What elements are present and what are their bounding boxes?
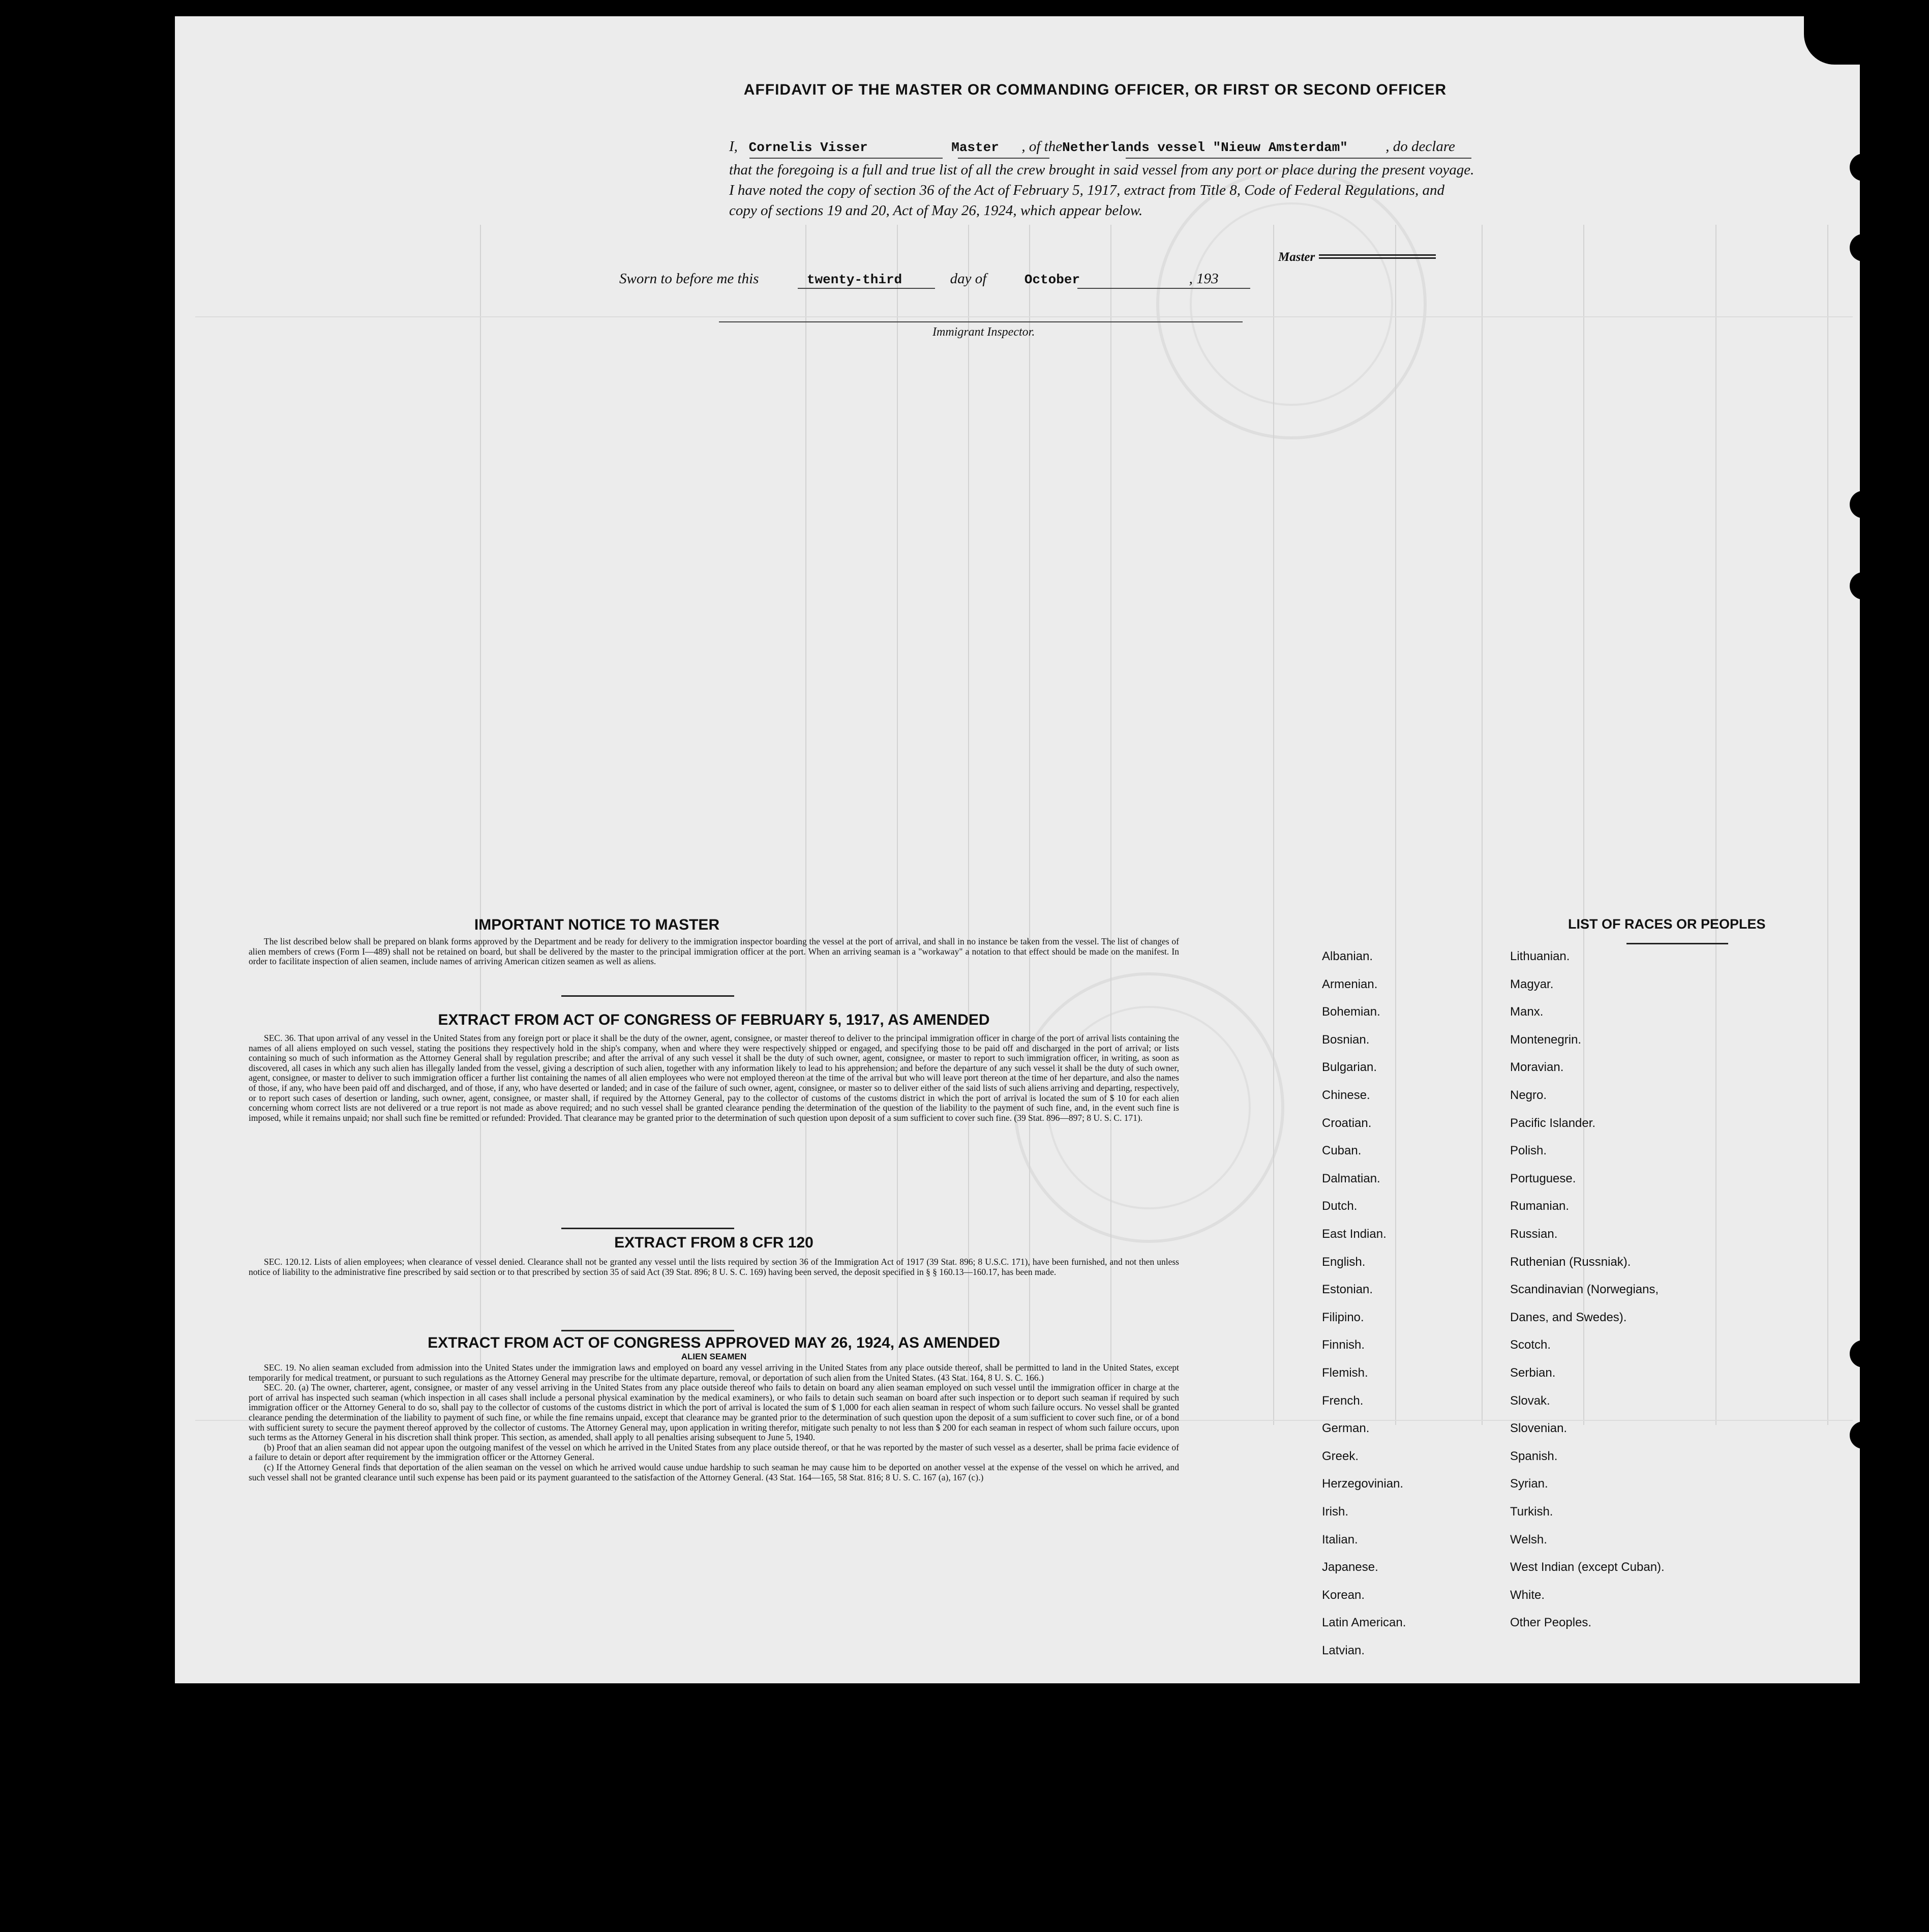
act-1917-title: EXTRACT FROM ACT OF CONGRESS OF FEBRUARY 5, 1917, AS AMENDED — [438, 1012, 990, 1028]
race-item: Magyar. — [1510, 977, 1554, 991]
binder-hole — [1850, 154, 1877, 181]
do-declare-text: , do declare — [1385, 138, 1455, 155]
race-item: Cuban. — [1322, 1144, 1362, 1158]
race-item: Slovenian. — [1510, 1421, 1568, 1436]
race-item: Montenegrin. — [1510, 1032, 1582, 1047]
race-item: Bosnian. — [1322, 1032, 1370, 1047]
act-1924-subtitle: ALIEN SEAMEN — [681, 1352, 747, 1361]
sworn-month: October — [1024, 272, 1080, 287]
declaration-line-3: I have noted the copy of section 36 of the Act of February 5, 1917, extract from Title 8, Code of Federal Regulations, and — [729, 182, 1445, 198]
important-notice-body: The list described below shall be prepared on blank forms approved by the Department and be ready for delivery to the immigration inspector boarding the vessel at the port of arrival, and shall in no instance be taken from the vessel. The list of changes of alien members of crews (Form I—489) shall not be retained on board, but shall be delivered by the master to the principal immigration officer at the port. When an arriving seaman is a "workaway" a notation to that effect should be made on the manifest. In order to facilitate inspection of alien seamen, include names of arriving American citizen seamen as well as aliens. — [249, 936, 1179, 967]
affidavit-title: AFFIDAVIT OF THE MASTER OR COMMANDING OFFICER, OR FIRST OR SECOND OFFICER — [743, 81, 1447, 98]
race-item: Welsh. — [1510, 1532, 1547, 1547]
act-1924-sec19: SEC. 19. No alien seaman excluded from admission into the United States under the immigration laws and employed on board any vessel arriving in the United States from any place outside thereof, shall be permitted to land in the United States, except temporarily for medical treatment, or pursuant to such regulations as the Attorney General may prescribe for the ultimate departure, removal, or deportation of such alien from the United States. (43 Stat. 164, 8 U. S. C. 166.) — [249, 1362, 1179, 1383]
binder-hole — [1850, 1421, 1877, 1449]
race-item: Croatian. — [1322, 1116, 1372, 1130]
race-item: Herzegovinian. — [1322, 1477, 1404, 1491]
declaration-line-1 — [729, 138, 1455, 155]
sworn-prefix: Sworn to before me this — [619, 271, 759, 287]
race-item: Lithuanian. — [1510, 949, 1570, 963]
manifest-sheet — [175, 16, 1860, 1683]
race-item: Spanish. — [1510, 1449, 1558, 1463]
declaration-line-2: that the foregoing is a full and true list of all the crew brought in said vessel from any port or place during the present voyage. — [729, 162, 1474, 178]
act-1924-sec20a: SEC. 20. (a) The owner, charterer, agent, consignee, or master of any vessel arriving in the United States from any place outside thereof who fails to detain on board any alien seaman employed on such vessel until the immigration officer in charge at the port of arrival has inspected such seaman (which inspection in all cases shall include a personal physical examination by the medical examiners), or who fails to detain such seaman on board after such inspection or to deport such seaman if required by such immigration officer or the Attorney General to do so, shall pay to the collector of customs of the customs district in which the port of arrival is located the sum of $ 1,000 for each alien seaman in respect of whom such failure occurs. No vessel shall be granted clearance pending the determination of the liability to payment of such fine, or while the fine remains unpaid, except that clearance may be granted prior to the determination of such question upon the deposit of a sum sufficient to cover such fine, or of a bond with sufficient surety to secure the payment thereof approved by the collector of customs. The Attorney General may, upon application in writing therefor, mitigate such penalty to not less than $ 200 for each seaman in respect of whom such failure occurs, upon such terms as the Attorney General in his discretion shall think proper. This section, as amended, shall apply to all penalties arising subsequent to June 5, 1940. — [249, 1382, 1179, 1443]
race-item: Ruthenian (Russniak). — [1510, 1255, 1631, 1269]
race-item: Italian. — [1322, 1532, 1358, 1547]
act-1924-title: EXTRACT FROM ACT OF CONGRESS APPROVED MAY 26, 1924, AS AMENDED — [428, 1334, 1000, 1351]
immigrant-inspector-label: Immigrant Inspector. — [932, 325, 1035, 339]
cfr-title: EXTRACT FROM 8 CFR 120 — [614, 1234, 813, 1251]
race-item: Japanese. — [1322, 1560, 1378, 1574]
race-item: Danes, and Swedes). — [1510, 1310, 1627, 1324]
race-item: Irish. — [1322, 1505, 1349, 1519]
sworn-day: twenty-third — [806, 272, 902, 287]
binder-hole — [1850, 572, 1877, 600]
struck-out-signature — [1319, 249, 1436, 262]
race-item: Bulgarian. — [1322, 1060, 1377, 1075]
race-item: Pacific Islander. — [1510, 1116, 1596, 1130]
sworn-line — [619, 271, 1219, 287]
race-item: German. — [1322, 1421, 1370, 1436]
race-item: Rumanian. — [1510, 1199, 1570, 1213]
race-item: Russian. — [1510, 1227, 1558, 1241]
declaration-line-4: copy of sections 19 and 20, Act of May 26, 1924, which appear below. — [729, 202, 1143, 219]
race-item: Serbian. — [1510, 1366, 1556, 1380]
race-item: East Indian. — [1322, 1227, 1387, 1241]
race-item: Albanian. — [1322, 949, 1373, 963]
race-item: Bohemian. — [1322, 1005, 1380, 1019]
race-item: Chinese. — [1322, 1088, 1370, 1102]
race-item: Negro. — [1510, 1088, 1547, 1102]
act-1924-sec20c: (c) If the Attorney General finds that deportation of the alien seaman on the vessel on which he arrived would cause undue hardship to such seaman he may cause him to be deported on another vessel at the expense of the vessel on which he arrived, and such vessel shall not be granted clearance until such expense has been paid or its payment guaranteed to the satisfaction of the Attorney General. (43 Stat. 164—165, 58 Stat. 816; 8 U. S. C. 167 (a), 167 (c).) — [249, 1462, 1179, 1482]
race-item: Estonian. — [1322, 1283, 1373, 1297]
torn-corner — [1804, 14, 1865, 65]
race-item: Other Peoples. — [1510, 1616, 1592, 1630]
race-item: Scandinavian (Norwegians, — [1510, 1283, 1659, 1297]
race-item: White. — [1510, 1588, 1545, 1602]
race-item: Dalmatian. — [1322, 1171, 1380, 1185]
race-item: Armenian. — [1322, 977, 1378, 991]
declaration-prefix: I, — [729, 138, 738, 155]
binder-hole — [1850, 491, 1877, 518]
important-notice-title: IMPORTANT NOTICE TO MASTER — [474, 916, 720, 933]
race-item: Latvian. — [1322, 1644, 1365, 1657]
race-item: Syrian. — [1510, 1477, 1548, 1491]
race-item: Turkish. — [1510, 1505, 1553, 1519]
vessel-name: Netherlands vessel "Nieuw Amsterdam" — [1062, 140, 1348, 155]
race-item: Flemish. — [1322, 1366, 1368, 1380]
cfr-body: SEC. 120.12. Lists of alien employees; when clearance of vessel denied. Clearance shall not be granted any vessel until the lists required by section 36 of the Immigration Act of 1917 (39 Stat. 896; 8 U.S.C. 171), have been furnished, and not then unless notice of liability to the administrative fine prescribed by said section or to that prescribed by section 35 of said Act (39 Stat. 896; 8 U. S. C. 169) having been served, the deposit specified in § § 160.13—160.17, has been made. — [249, 1257, 1179, 1277]
officer-rank: Master — [951, 140, 999, 155]
race-item: Scotch. — [1510, 1338, 1551, 1352]
race-item: Greek. — [1322, 1449, 1359, 1463]
race-item: West Indian (except Cuban). — [1510, 1560, 1665, 1574]
day-of-text: day of — [950, 271, 987, 287]
stamp-seal-bleedthrough — [1156, 169, 1427, 439]
of-the-text: , of the — [1021, 138, 1063, 155]
race-item: French. — [1322, 1393, 1364, 1408]
master-name: Cornelis Visser — [748, 140, 868, 155]
act-1924-body — [249, 1363, 1179, 1482]
race-item: Manx. — [1510, 1005, 1544, 1019]
binder-hole — [1850, 1340, 1877, 1368]
race-item: Dutch. — [1322, 1199, 1358, 1213]
race-item: Moravian. — [1510, 1060, 1564, 1075]
races-list-title: LIST OF RACES OR PEOPLES — [1568, 916, 1766, 932]
race-item: Korean. — [1322, 1588, 1365, 1602]
race-item: Polish. — [1510, 1144, 1547, 1158]
binder-hole — [1850, 234, 1877, 261]
race-item: English. — [1322, 1255, 1366, 1269]
race-item: Portuguese. — [1510, 1171, 1576, 1185]
act-1917-body: SEC. 36. That upon arrival of any vessel in the United States from any foreign port or place it shall be the duty of the owner, agent, consignee, or master thereof to deliver to the principal immigration officer in charge of the port of arrival lists containing the names of all aliens employed on such vessel, stating the positions they respectively hold in the ship's company, when and where they were respectively shipped or engaged, and specifying those to be paid off and discharged in the port of arrival; or lists containing so much of such information as the Attorney General shall by regulation prescribe; and after the arrival of any such vessel it shall be the duty of such owner, agent, consignee, or master to report to such immigration officer, in writing, as soon as discovered, all cases in which any such alien has illegally landed from the vessel, giving a description of such alien, together with any information likely to lead to his apprehension; and before the departure of any such vessel it shall be the duty of such owner, agent, consignee, or master to deliver to such immigration officer a further list containing the names of all alien employees who were not employed thereon at the time of the arrival but who will leave port thereon at the time of her departure, and also the names of those, if any, who have been paid off and discharged, and of those, if any, who have deserted or landed; and in case of the failure of such owner, agent, consignee, or master so to deliver either of the said lists of such aliens arriving and departing, respectively, or to report such cases of desertion or landing, such owner, agent, consignee, or master shall, if required by the Attorney General, pay to the collector of customs of the customs district in which the port of arrival is located the sum of $ 10 for each alien concerning whom correct lists are not delivered or a true report is not made as above required; and no such vessel shall be granted clearance pending the determination of the question of the liability to the payment of such fine, and, in the event such fine is imposed, while it remains unpaid; nor shall such fine be remitted or refunded: Provided. That clearance may be granted prior to the determination of such question upon deposit of a sum sufficient to cover such fine. (39 Stat. 896—897; 8 U. S. C. 171). — [249, 1033, 1179, 1123]
race-item: Filipino. — [1322, 1310, 1364, 1324]
race-item: Slovak. — [1510, 1393, 1550, 1408]
race-item: Finnish. — [1322, 1338, 1365, 1352]
act-1924-sec20b: (b) Proof that an alien seaman did not appear upon the outgoing manifest of the vessel on which he arrived in the United States from any place outside thereof, or that he was reported by the master of such vessel as a deserter, shall be prima facie evidence of a failure to detain or deport after requirement by the immigration officer or the Attorney General. — [249, 1442, 1179, 1463]
race-item: Latin American. — [1322, 1616, 1406, 1630]
master-signature-label: Master — [1278, 250, 1315, 264]
sworn-year: , 193 — [1189, 271, 1219, 287]
